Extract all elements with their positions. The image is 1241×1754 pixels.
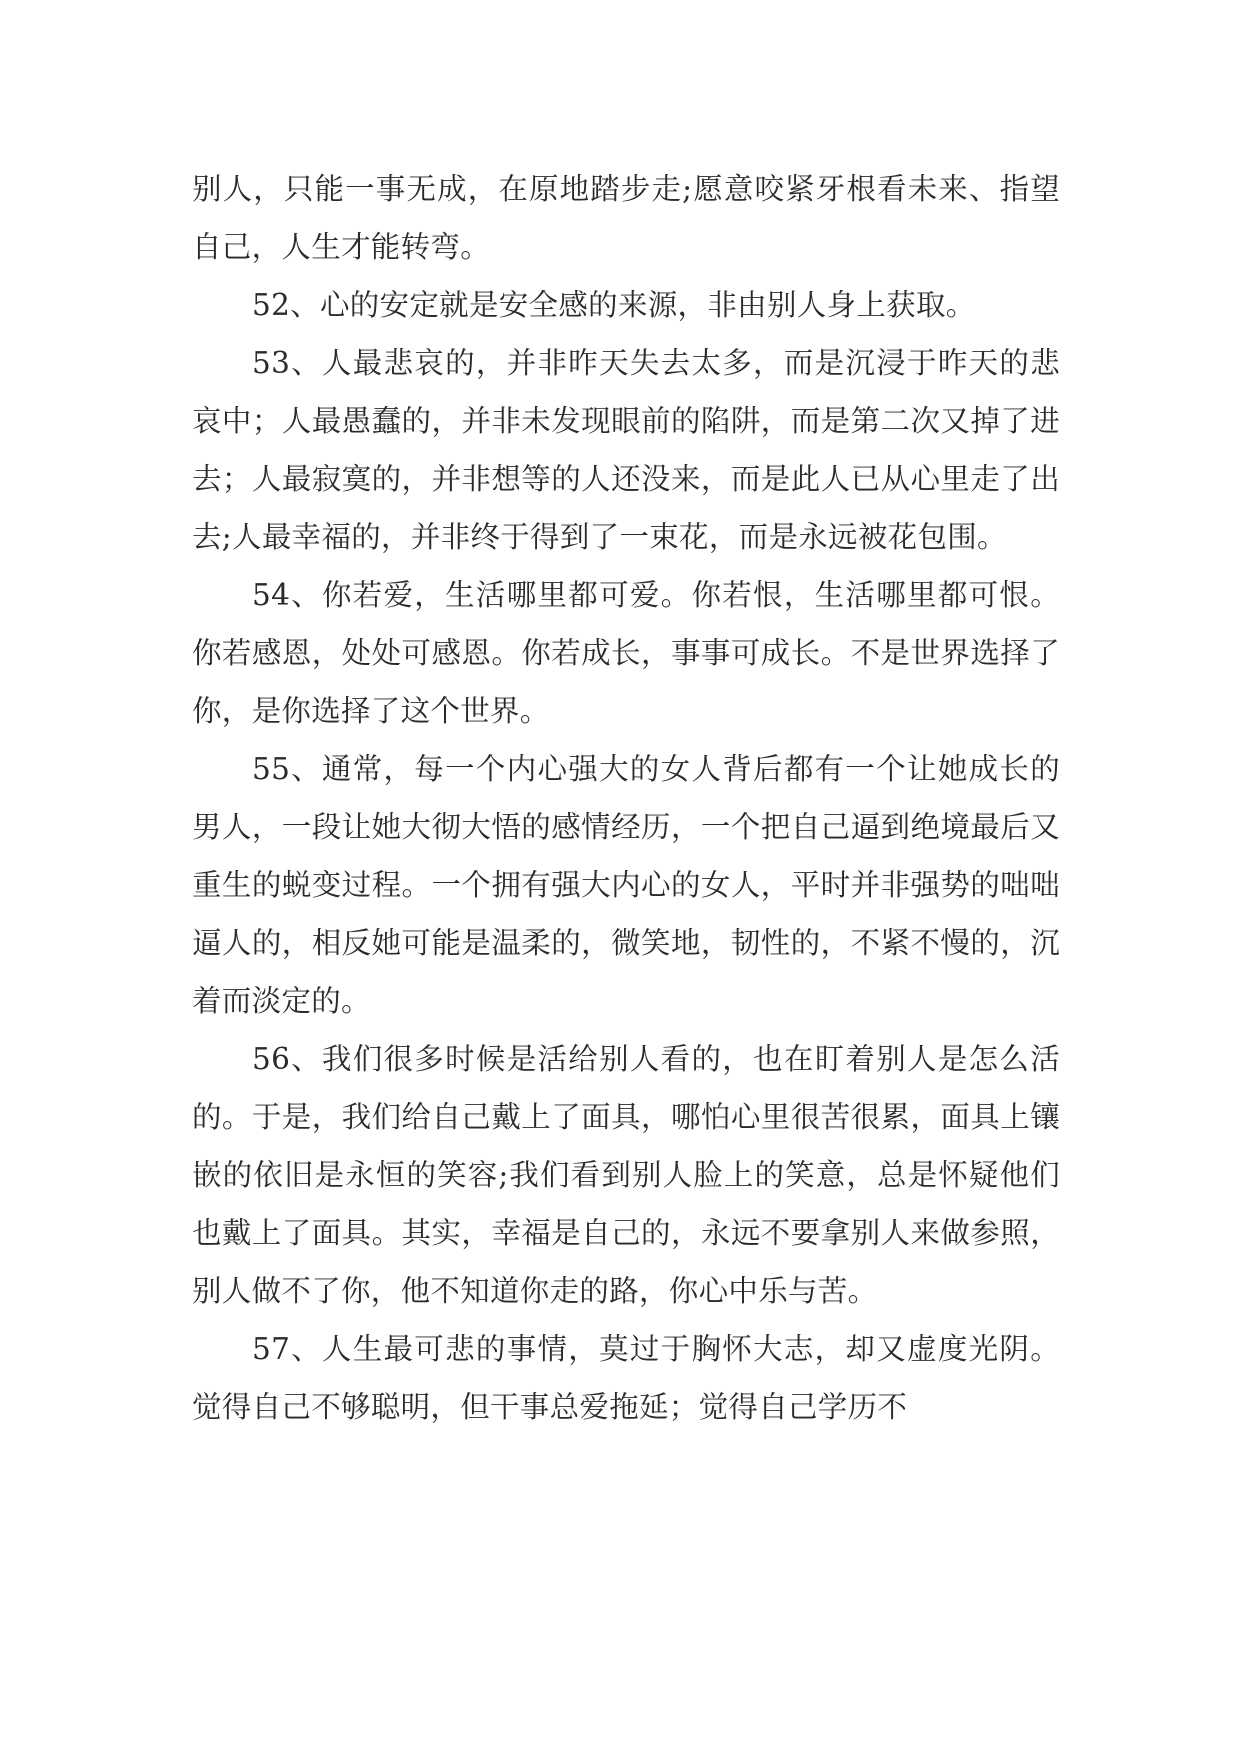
paragraph-55: 55、通常，每一个内心强大的女人背后都有一个让她成长的男人，一段让她大彻大悟的感情经历，一个把自己逼到绝境最后又重生的蜕变过程。一个拥有强大内心的女人，平时并非强势的咄咄逼人的，相反她可能是温柔的，微笑地，韧性的，不紧不慢的，沉着而淡定的。: [192, 752, 1060, 1018]
paragraph-56: 56、我们很多时候是活给别人看的，也在盯着别人是怎么活的。于是，我们给自己戴上了面具，哪怕心里很苦很累，面具上镶嵌的依旧是永恒的笑容;我们看到别人脸上的笑意，总是怀疑他们也戴上了面具。其实，幸福是自己的，永远不要拿别人来做参照，别人做不了你，他不知道你走的路，你心中乐与苦。: [192, 1042, 1060, 1308]
document-body: [192, 160, 1060, 1436]
paragraph-continued: 别人，只能一事无成，在原地踏步走;愿意咬紧牙根看未来、指望自己，人生才能转弯。: [192, 172, 1060, 264]
paragraph-57: 57、人生最可悲的事情，莫过于胸怀大志，却又虚度光阴。觉得自己不够聪明，但干事总爱拖延；觉得自己学历不: [192, 1332, 1060, 1424]
paragraph-53: 53、人最悲哀的，并非昨天失去太多，而是沉浸于昨天的悲哀中；人最愚蠢的，并非未发现眼前的陷阱，而是第二次又掉了进去；人最寂寞的，并非想等的人还没来，而是此人已从心里走了出去;人最幸福的，并非终于得到了一束花，而是永远被花包围。: [192, 346, 1060, 554]
paragraph-54: 54、你若爱，生活哪里都可爱。你若恨，生活哪里都可恨。你若感恩，处处可感恩。你若成长，事事可成长。不是世界选择了你，是你选择了这个世界。: [192, 578, 1060, 728]
paragraph-52: 52、心的安定就是安全感的来源，非由别人身上获取。: [252, 288, 976, 322]
